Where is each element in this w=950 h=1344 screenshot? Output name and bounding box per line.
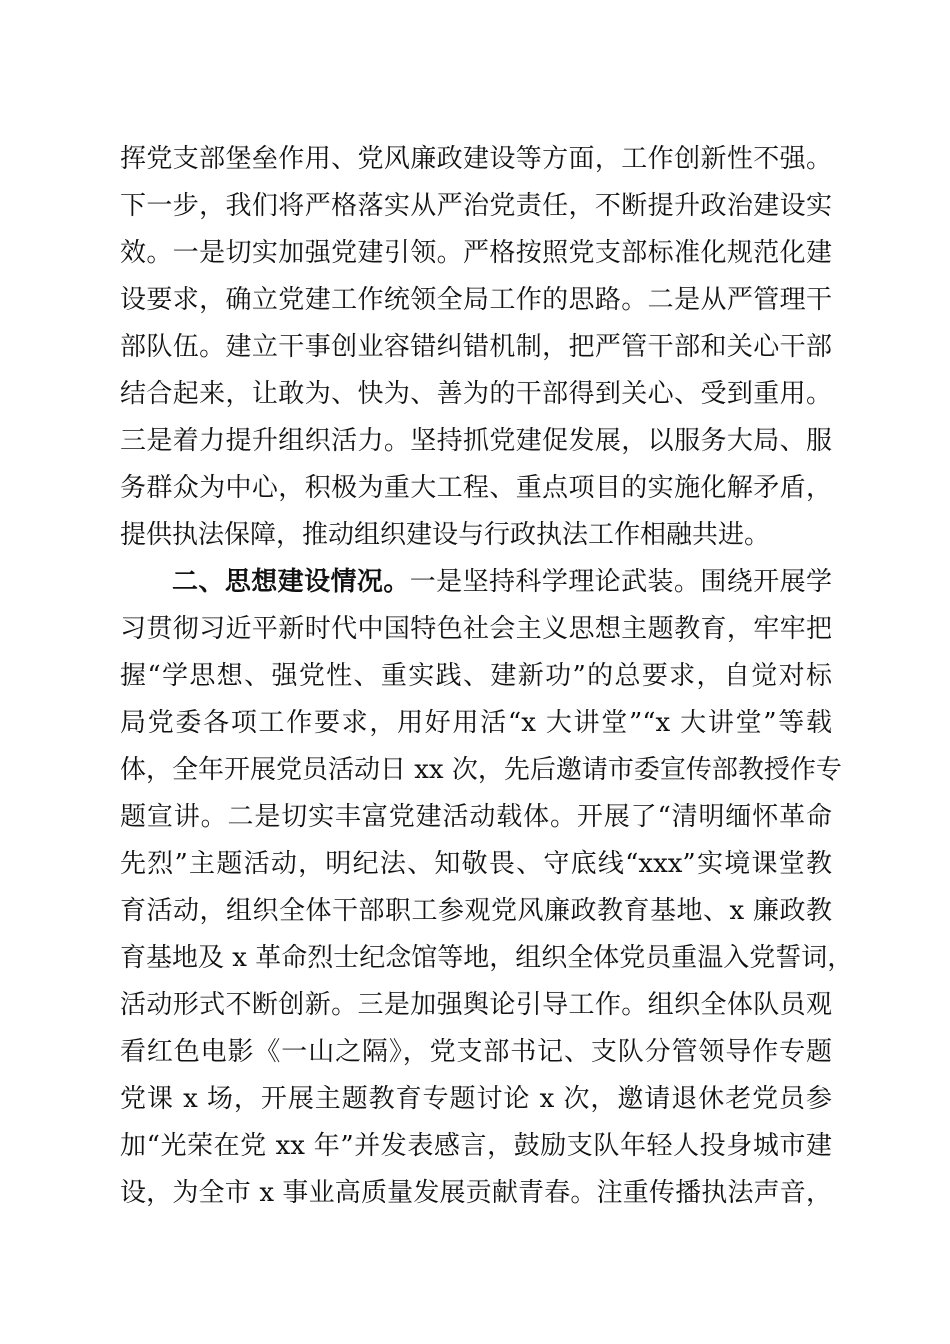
text-line: 务群众为中心，积极为重大工程、重点项目的实施化解矛盾， [120,473,832,503]
text-line: 先烈”主题活动，明纪法、知敬畏、守底线“xxx”实境课堂教 [120,849,832,879]
text-line: 体，全年开展党员活动日 xx 次，先后邀请市委宣传部教授作专 [120,755,842,785]
text-line: 党课 x 场，开展主题教育专题讨论 x 次，邀请退休老党员参 [120,1084,832,1114]
text-line: 习贯彻习近平新时代中国特色社会主义思想主题教育，牢牢把 [120,614,832,644]
text-line: 挥党支部堡垒作用、党风廉政建设等方面，工作创新性不强。 [120,144,832,174]
text-line: 三是着力提升组织活力。坚持抓党建促发展，以服务大局、服 [120,426,832,456]
text-line: 育基地及 x 革命烈士纪念馆等地，组织全体党员重温入党誓词， [120,943,854,973]
text-line: 提供执法保障，推动组织建设与行政执法工作相融共进。 [120,520,771,550]
text-line: 效。一是切实加强党建引领。严格按照党支部标准化规范化建 [120,238,832,268]
text-line: 设要求，确立党建工作统领全局工作的思路。二是从严管理干 [120,285,832,315]
text-span: 一是坚持科学理论武装。围绕开展学 [409,567,832,597]
text-line: 加“光荣在党 xx 年”并发表感言，鼓励支队年轻人投身城市建 [120,1131,832,1161]
text-line: 活动形式不断创新。三是加强舆论引导工作。组织全体队员观 [120,990,832,1020]
text-line: 育活动，组织全体干部职工参观党风廉政教育基地、x 廉政教 [120,896,832,926]
paragraph-1 [120,136,832,559]
text-line: 题宣讲。二是切实丰富党建活动载体。开展了“清明缅怀革命 [120,802,832,832]
text-line: 下一步，我们将严格落实从严治党责任，不断提升政治建设实 [120,191,832,221]
text-line: 局党委各项工作要求，用好用活“x 大讲堂”“x 大讲堂”等载 [120,708,832,738]
section-heading: 二、思想建设情况。 [172,567,410,597]
paragraph-2 [120,559,854,1217]
text-line: 看红色电影《一山之隔》，党支部书记、支队分管领导作专题 [120,1037,832,1067]
paragraph-2-first-line [120,559,832,606]
text-line: 握“学思想、强党性、重实践、建新功”的总要求，自觉对标 [120,661,832,691]
document-body [120,136,854,1217]
text-line: 设，为全市 x 事业高质量发展贡献青春。注重传播执法声音， [120,1178,832,1208]
text-line: 部队伍。建立干事创业容错纠错机制，把严管干部和关心干部 [120,332,832,362]
text-line: 结合起来，让敢为、快为、善为的干部得到关心、受到重用。 [120,379,832,409]
